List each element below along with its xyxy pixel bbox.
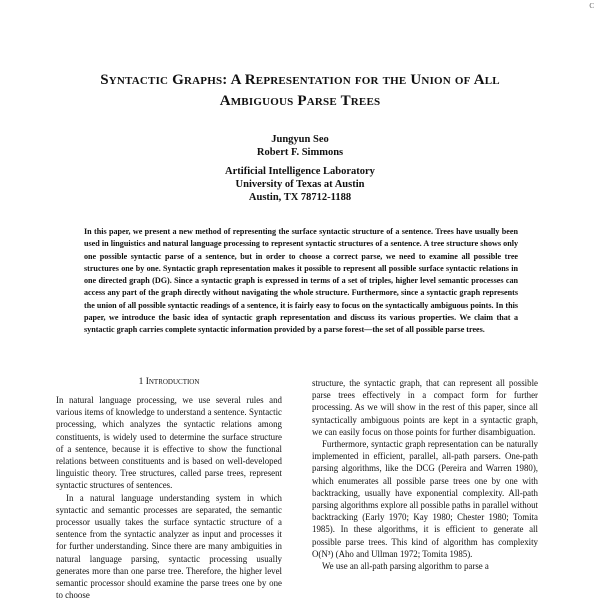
intro-paragraph-1: In natural language processing, we use several rules and various items of knowledge to understand a sentence. Syntactic processing, which analyzes the syntactic relations among constituents, is widely used to determine the surface structure of a sentence, because it is effective to show the functional relations between constituents and is based on well-developed linguistic theory. Tree structures, called parse trees, represent syntactic structures of sentences. bbox=[56, 395, 282, 491]
left-column bbox=[56, 376, 282, 601]
paper-title-line-2: Ambiguous Parse Trees bbox=[219, 93, 381, 109]
author-2: Robert F. Simmons bbox=[256, 147, 344, 158]
right-column bbox=[312, 377, 538, 572]
affiliation-address: Austin, TX 78712-1188 bbox=[248, 192, 352, 203]
section-heading-introduction: 1 Introduction bbox=[138, 377, 200, 387]
affiliation-lab: Artificial Intelligence Laboratory bbox=[225, 166, 375, 177]
intro-paragraph-3: structure, the syntactic graph, that can represent all possible parse trees effectively in a compact form for further processing. As we will show in the rest of this paper, since all syntactically ambiguous points are kept in a syntactic graph, we can easily focus on those points for further disambiguation. bbox=[312, 378, 538, 437]
author-1: Jungyun Seo bbox=[271, 134, 329, 145]
affiliation-university: University of Texas at Austin bbox=[235, 179, 365, 190]
corner-mark: C bbox=[589, 2, 594, 10]
abstract: In this paper, we present a new method of representing the surface syntactic structure of a sentence. Trees have usually been used in linguistics and natural language processing to represent syntactic structures of a sentence. A tree structure shows only one possible syntactic parse of a sentence, but in order to choose a correct parse, we need to examine all possible tree structures one by one. Syntactic graph representation makes it possible to represent all possible surface syntactic relations in one directed graph (DG). Since a syntactic graph is expressed in terms of a set of triples, higher level semantic processes can access any part of the graph directly without navigating the whole structure. Furthermore, since a syntactic graph represents the union of all possible syntactic readings of a sentence, it is fairly easy to focus on the syntactically ambiguous points. In this paper, we introduce the basic idea of syntactic graph representation and discuss its various properties. We claim that a syntactic graph carries complete syntactic information provided by a parse forest—the set of all possible parse trees. bbox=[84, 227, 518, 335]
intro-paragraph-2: In a natural language understanding system in which syntactic and semantic processes are separated, the semantic processor usually takes the surface syntactic structure of a sentence from the syntactic analyzer as input and processes it for further understanding. Since there are many ambiguities in natural language parsing, syntactic processing usually generates more than one parse tree. Therefore, the higher level semantic processor should examine the parse trees one by one to choose bbox=[56, 492, 282, 601]
intro-paragraph-4: Furthermore, syntactic graph representation can be naturally implemented in efficient, parallel, all-path parsers. One-path parsing algorithms, like the DCG (Pereira and Warren 1980), which enumerates all possible parse trees one by one with backtracking, usually have exponential complexity. All-path parsing algorithms explore all possible paths in parallel without backtracking (Early 1970; Kay 1980; Chester 1980; Tomita 1985). In these algorithms, it is efficient to generate all possible parse trees. This kind of algorithm has complexity O(N³) (Aho and Ullman 1972; Tomita 1985). bbox=[312, 439, 538, 559]
intro-paragraph-5: We use an all-path parsing algorithm to parse a bbox=[322, 561, 489, 572]
paper-title-line-1: Syntactic Graphs: A Representation for the Union of All bbox=[100, 72, 500, 88]
